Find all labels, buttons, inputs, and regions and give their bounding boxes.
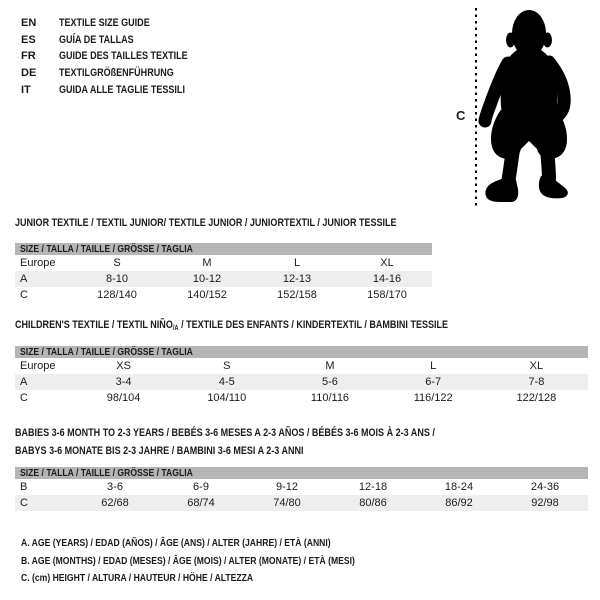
language-label: GUIDE DES TAILLES TEXTILE (59, 50, 188, 63)
row-label: Europe (20, 257, 56, 269)
row-label: A (20, 273, 28, 285)
size-cell: S (113, 257, 121, 269)
height-cell: 158/170 (367, 289, 407, 301)
babies-table-title (15, 425, 527, 460)
height-cell: 62/68 (101, 497, 129, 509)
size-header-label: SIZE / TALLA / TAILLE / GRÖSSE / TAGLIA (20, 346, 193, 358)
size-header-bar (15, 346, 588, 358)
size-header-bar (15, 467, 588, 479)
footnote-c: C. (cm) HEIGHT / ALTURA / HAUTEUR / HÖHE / ALTEZZA (21, 572, 254, 584)
table-row-height (15, 287, 432, 303)
height-cell: 140/152 (187, 289, 227, 301)
title-line-1: BABIES 3-6 MONTH TO 2-3 YEARS / BEBÉS 3-6 MESES A 2-3 AÑOS / BÉBÉS 3-6 MOIS À 2-3 ANS / (15, 427, 435, 439)
row-label: C (20, 289, 28, 301)
language-row-fr (21, 48, 216, 65)
footnote-b: B. AGE (MONTHS) / EDAD (MESES) / ÂGE (MOIS) / ALTER (MONATE) / ETÀ (MESI) (21, 554, 355, 567)
table-row-europe (15, 255, 432, 271)
language-code: FR (21, 50, 36, 63)
age-cell: 9-12 (275, 481, 299, 493)
age-cell: 8-10 (105, 273, 129, 285)
table-row-age-months (15, 479, 588, 495)
language-label: TEXTILGRÖßENFÜHRUNG (59, 67, 174, 80)
size-cell: M (325, 360, 335, 372)
table-row-height (15, 390, 588, 406)
height-cell: 128/140 (97, 289, 137, 301)
age-cell: 24-36 (530, 481, 560, 493)
language-row-es (21, 32, 216, 49)
age-cell: 3-6 (107, 481, 123, 493)
age-cell: 12-18 (358, 481, 388, 493)
height-measure-figure (450, 0, 600, 210)
language-code: EN (21, 17, 37, 29)
height-cell: 74/80 (273, 497, 301, 509)
title-text: CHILDREN'S TEXTILE / TEXTIL NIÑO (15, 319, 173, 331)
title-text: / TEXTILE DES ENFANTS / KINDERTEXTIL / BAMBINI TESSILE (178, 319, 449, 331)
size-cell: XL (529, 360, 544, 372)
language-guide-list (21, 15, 216, 98)
language-label: GUÍA DE TALLAS (59, 33, 134, 46)
height-cell: 122/128 (516, 392, 557, 404)
toddler-silhouette-icon (485, 10, 568, 202)
language-code: IT (21, 83, 31, 96)
footnote-legend (21, 535, 428, 588)
size-header-label: SIZE / TALLA / TAILLE / GRÖSSE / TAGLIA (20, 243, 193, 255)
title-line-2: BABYS 3-6 MONATE BIS 2-3 JAHRE / BAMBINI 3-6 MESI A 2-3 ANNI (15, 444, 304, 457)
table-row-age (15, 271, 432, 287)
height-cell: 86/92 (445, 497, 473, 509)
size-cell: S (223, 360, 231, 372)
age-cell: 5-6 (322, 376, 338, 388)
row-label: B (20, 481, 28, 493)
height-cell: 152/158 (277, 289, 317, 301)
babies-size-table (15, 467, 588, 511)
language-row-de (21, 65, 216, 82)
children-size-table (15, 346, 588, 406)
table-row-age (15, 374, 588, 390)
height-cell: 68/74 (187, 497, 215, 509)
size-cell: M (202, 257, 212, 269)
language-row-it (21, 82, 216, 99)
row-label: C (20, 497, 28, 509)
junior-size-table (15, 243, 432, 303)
age-cell: 12-13 (282, 273, 312, 285)
row-label: Europe (20, 360, 56, 372)
title-subscript: /A (172, 325, 179, 332)
height-cell: 80/86 (359, 497, 387, 509)
table-row-height (15, 495, 588, 511)
row-label: A (20, 376, 28, 388)
size-cell: L (430, 360, 437, 372)
language-code: DE (21, 67, 37, 80)
language-label: TEXTILE SIZE GUIDE (59, 17, 150, 29)
table-row-europe (15, 358, 588, 374)
language-code: ES (21, 33, 36, 46)
language-label: GUIDA ALLE TAGLIE TESSILI (59, 83, 185, 96)
age-cell: 4-5 (218, 376, 235, 388)
age-cell: 6-9 (193, 481, 209, 493)
size-cell: L (293, 257, 301, 269)
height-cell: 98/104 (106, 392, 141, 404)
age-cell: 18-24 (444, 481, 474, 493)
height-measure-label: C (456, 108, 466, 123)
children-table-title (15, 319, 543, 332)
height-cell: 110/116 (310, 392, 350, 404)
age-cell: 14-16 (372, 273, 402, 285)
age-cell: 6-7 (425, 376, 442, 388)
footnote-a: A. AGE (YEARS) / EDAD (AÑOS) / ÂGE (ANS) / ALTER (JAHRE) / ETÀ (ANNI) (21, 537, 331, 549)
age-cell: 3-4 (115, 376, 132, 388)
row-label: C (20, 392, 28, 404)
size-cell: XL (380, 257, 394, 269)
language-row-en (21, 15, 216, 32)
size-header-label: SIZE / TALLA / TAILLE / GRÖSSE / TAGLIA (20, 467, 193, 479)
size-header-bar (15, 243, 432, 255)
height-cell: 92/98 (531, 497, 559, 509)
size-cell: XS (116, 360, 131, 372)
age-cell: 7-8 (528, 376, 545, 388)
junior-table-title: JUNIOR TEXTILE / TEXTIL JUNIOR/ TEXTILE JUNIOR / JUNIORTEXTIL / JUNIOR TESSILE (15, 217, 397, 229)
age-cell: 10-12 (192, 273, 222, 285)
height-cell: 116/122 (413, 392, 453, 404)
height-cell: 104/110 (207, 392, 247, 404)
